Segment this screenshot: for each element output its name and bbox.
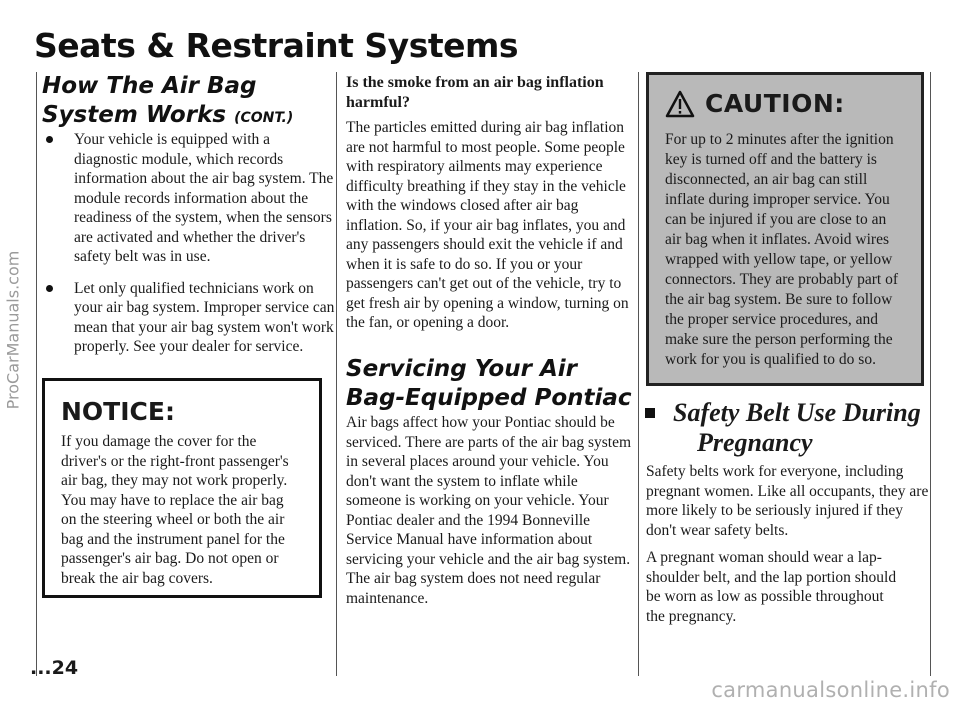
section-heading-air-bag-works — [42, 72, 322, 133]
side-watermark: ProCarManuals.com — [3, 250, 23, 410]
notice-title: NOTICE: — [61, 397, 175, 426]
heading-main: How The Air Bag System Works — [42, 73, 257, 128]
caution-body: For up to 2 minutes after the ignition key is turned off and the battery is disconnected, an air bag can still inflate during improper service. You can be injured if you are close to an air bag when it inflates. Avoid wires wrapped with yellow tape, or yellow connectors. They are probably part of the air bag system. Be sure to follow the proper service procedures, and make sure the person performing the work for you is qualified to do so. — [665, 131, 898, 368]
pregnancy-heading-line1: Safety Belt Use During — [673, 398, 921, 427]
caution-title: CAUTION: — [705, 89, 845, 118]
notice-body: If you damage the cover for the driver's or the right-front passenger's air bag, they may not work properly. You may have to replace the air bag on the steering wheel or both the air bag and the instrument panel for the passenger's air bag. Do not open or break the air bag covers. — [61, 433, 289, 587]
answer-paragraph: The particles emitted during air bag inflation are not harmful to most people. Some people with respiratory ailments may experience difficulty breathing if they stay in the vehicle with the windows closed after air bag inflation. So, if your air bag inflates, you and any passengers should exit the vehicle if and when it is safe to do so. If you or your passengers can't get out of the vehicle, try to get fresh air by opening a window, turning on the fan, or opening a door. — [346, 119, 629, 331]
servicing-paragraph: Air bags affect how your Pontiac should be serviced. There are parts of the air bag system in several places around your vehicle. You don't want the system to inflate while someone is working on your vehicle. Your Pontiac dealer and the 1994 Bonneville Service Manual have information about servicing your vehicle and the air bag system. The air bag system does not need regular maintenance. — [346, 414, 632, 607]
footer-watermark: carmanualsonline.info — [711, 678, 950, 702]
page-title: Seats & Restraint Systems — [34, 26, 519, 65]
question-heading: Is the smoke from an air bag inflation harmful? — [346, 74, 604, 111]
pregnancy-paragraph-2: A pregnant woman should wear a lap-shoulder belt, and the lap portion should be worn as low as possible throughout the pregnancy. — [646, 549, 897, 625]
page-number: ...24 — [30, 657, 79, 679]
square-bullet-icon — [645, 408, 655, 418]
warning-triangle-icon — [665, 90, 695, 118]
column-rule-middle-right — [638, 72, 639, 676]
bullet-list — [46, 130, 336, 369]
servicing-heading: Servicing Your Air Bag-Equipped Pontiac — [346, 356, 632, 411]
pregnancy-paragraph-1: Safety belts work for everyone, including pregnant women. Like all occupants, they are more likely to be seriously injured if they don't wear safety belts. — [646, 463, 929, 539]
list-item: Let only qualified technicians work on your air bag system. Improper service can mean that your air bag system won't work properly. See your dealer for service. — [46, 279, 336, 357]
column-rule-left — [36, 72, 37, 676]
pregnancy-heading-line2: Pregnancy — [697, 428, 813, 457]
list-item: Your vehicle is equipped with a diagnostic module, which records information about the air bag system. The module records information about the readiness of the system, when the sensors are activated and whether the driver's safety belt was in use. — [46, 130, 336, 267]
bullet-icon — [46, 136, 53, 143]
notice-box — [42, 378, 322, 598]
column-rule-right — [930, 72, 931, 676]
caution-header — [665, 89, 905, 118]
caution-box — [646, 72, 924, 386]
bullet-icon — [46, 285, 53, 292]
heading-continued: (CONT.) — [234, 110, 294, 126]
column-rule-middle-left — [336, 72, 337, 676]
